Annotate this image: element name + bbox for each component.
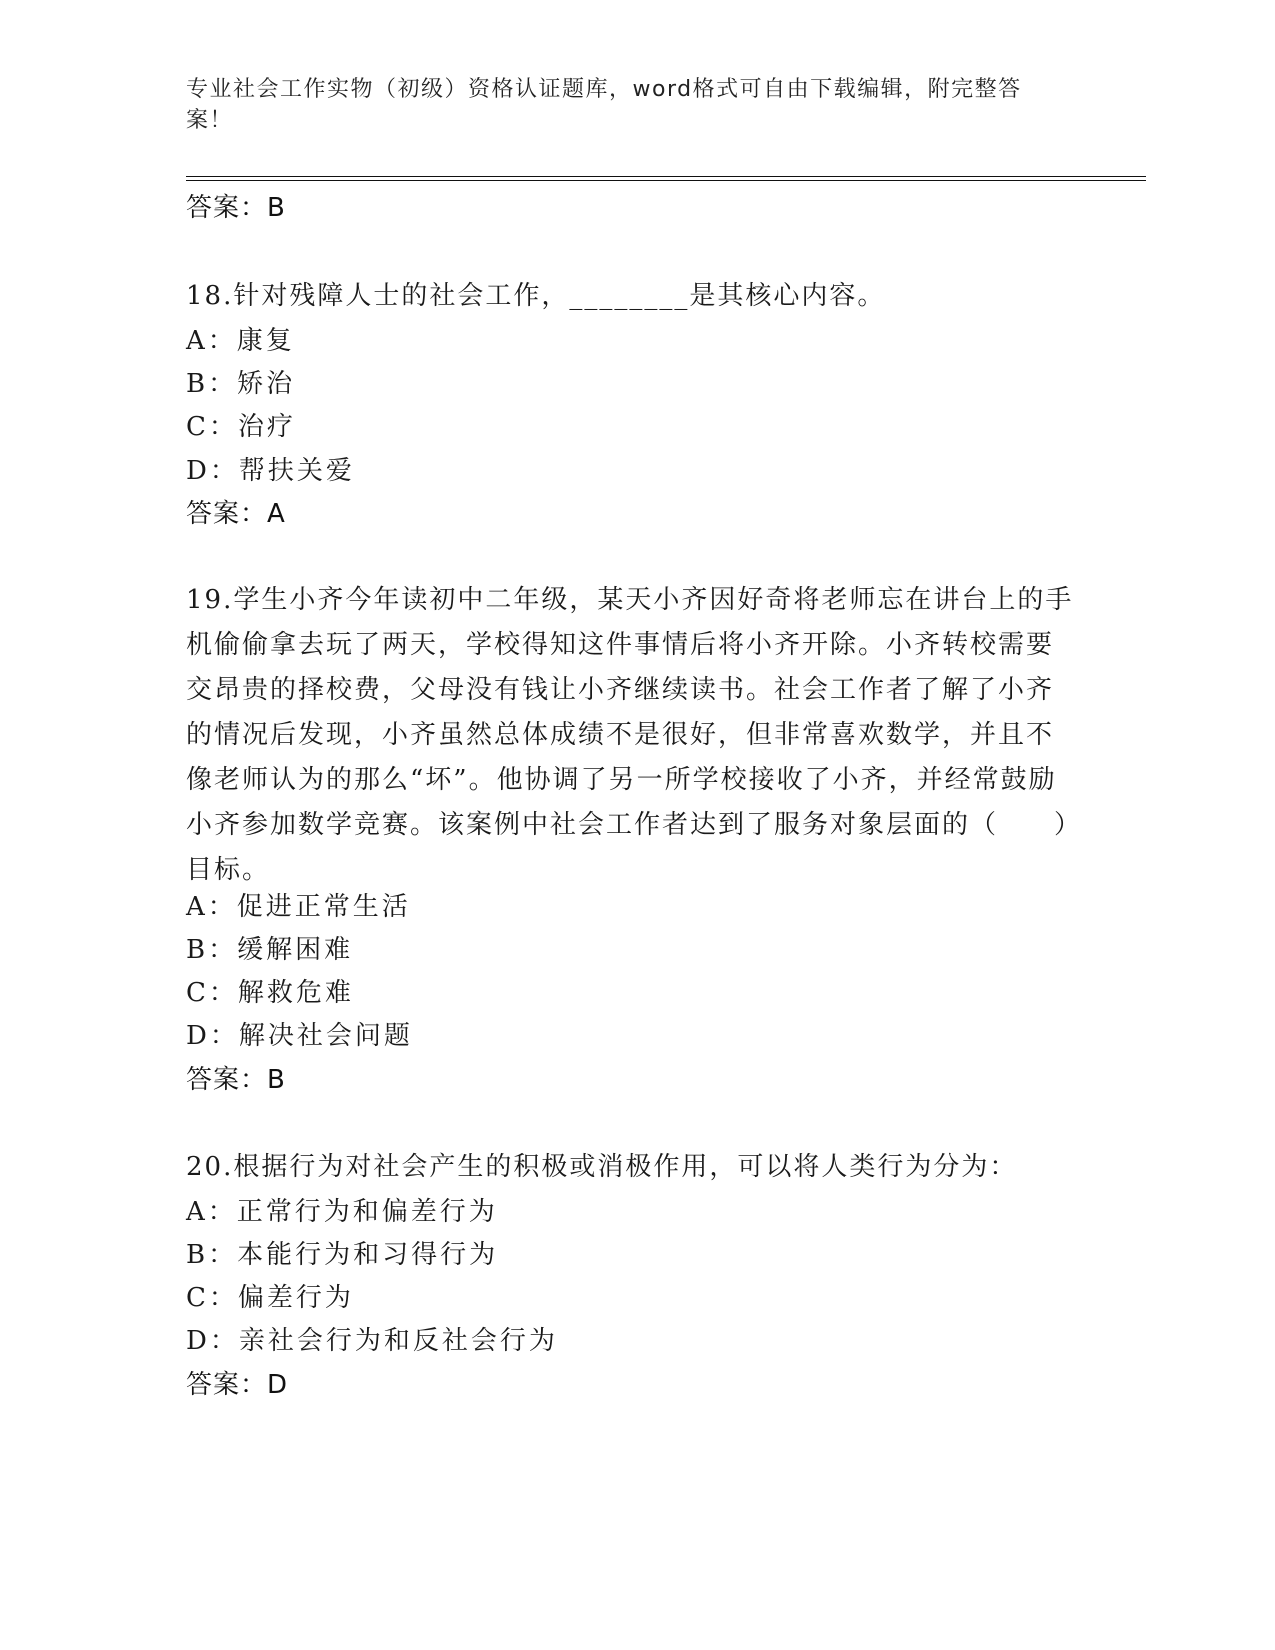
question-19-option-d: D：解决社会问题 bbox=[186, 1021, 413, 1051]
header-divider-bottom bbox=[186, 180, 1146, 181]
question-18-text: 18.针对残障人士的社会工作，________是其核心内容。 bbox=[186, 281, 886, 311]
question-19-answer: 答案：B bbox=[186, 1065, 286, 1095]
question-20-option-d: D：亲社会行为和反社会行为 bbox=[186, 1326, 558, 1356]
question-20-option-b: B：本能行为和习得行为 bbox=[186, 1240, 499, 1270]
question-18-option-d: D：帮扶关爱 bbox=[186, 456, 355, 486]
question-18-option-c: C：治疗 bbox=[186, 412, 296, 442]
page-header: 专业社会工作实物（初级）资格认证题库，word格式可自由下载编辑，附完整答案！ bbox=[186, 77, 1022, 133]
question-18-option-a: A：康复 bbox=[186, 326, 295, 356]
question-19-option-c: C：解救危难 bbox=[186, 978, 354, 1008]
question-18-option-b: B：矫治 bbox=[186, 369, 296, 399]
question-20-answer: 答案：D bbox=[186, 1370, 289, 1400]
header-divider-top bbox=[186, 176, 1146, 177]
question-20-text: 20.根据行为对社会产生的积极或消极作用，可以将人类行为分为： bbox=[186, 1152, 1018, 1182]
question-19-text: 19.学生小齐今年读初中二年级，某天小齐因好奇将老师忘在讲台上的手机偷偷拿去玩了两天，学校得知这件事情后将小齐开除。小齐转校需要交昂贵的择校费，父母没有钱让小齐继续读书。社会工作者了解了小齐的情况后发现，小齐虽然总体成绩不是很好，但非常喜欢数学，并且不像老师认为的那么“坏”。他协调了另一所学校接收了小齐，并经常鼓励小齐参加数学竞赛。该案例中社会工作者达到了服务对象层面的（ ）目标。 bbox=[186, 585, 1074, 885]
question-20-option-c: C：偏差行为 bbox=[186, 1283, 354, 1313]
question-20-option-a: A：正常行为和偏差行为 bbox=[186, 1197, 498, 1227]
question-18-answer: 答案：A bbox=[186, 499, 286, 529]
question-19-option-b: B：缓解困难 bbox=[186, 935, 354, 965]
previous-answer: 答案：B bbox=[186, 193, 286, 223]
question-19-option-a: A：促进正常生活 bbox=[186, 892, 411, 922]
